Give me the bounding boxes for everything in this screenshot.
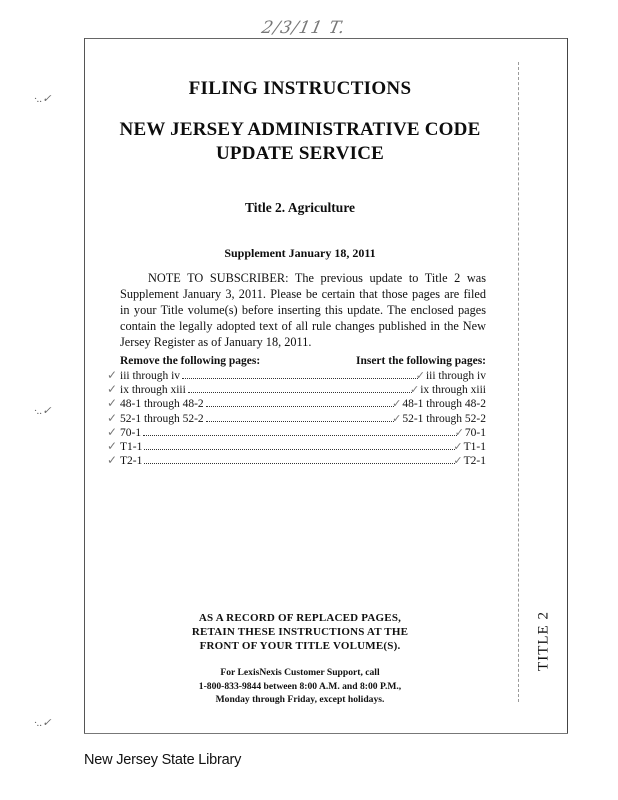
page-frame-left xyxy=(84,38,85,733)
check-mark-icon: ✓ xyxy=(107,368,118,382)
margin-mark: ·..✓ xyxy=(34,717,52,729)
dot-leader xyxy=(206,397,394,407)
library-stamp: New Jersey State Library xyxy=(84,752,242,768)
insert-page-range: T1-1 xyxy=(463,441,486,454)
insert-page-range: iii through iv xyxy=(425,370,486,382)
customer-support-info xyxy=(150,666,450,707)
remove-page-range: T1-1 xyxy=(120,441,143,454)
dot-leader xyxy=(188,383,412,393)
check-mark-icon: ✓ xyxy=(107,382,118,397)
tab-divider-rule xyxy=(518,62,519,702)
remove-page-range: iii through iv xyxy=(120,370,181,382)
title-tab xyxy=(524,606,564,676)
document-title: FILING INSTRUCTIONS xyxy=(188,78,412,99)
table-row xyxy=(107,396,486,411)
check-mark-icon: ✓ xyxy=(454,426,464,439)
remove-page-range: ix through xiii xyxy=(120,384,186,397)
remove-page-range: T2-1 xyxy=(120,455,143,468)
record-line: AS A RECORD OF REPLACED PAGES, xyxy=(198,612,402,624)
dot-leader xyxy=(144,440,455,450)
check-mark-icon: ✓ xyxy=(415,370,425,382)
table-row xyxy=(107,368,486,383)
insert-page-range: T2-1 xyxy=(463,455,486,468)
check-mark-icon: ✓ xyxy=(107,396,118,411)
check-mark-icon: ✓ xyxy=(107,424,118,439)
remove-pages-header: Remove the following pages: xyxy=(120,355,261,367)
support-line: Monday through Friday, except holidays. xyxy=(215,694,385,705)
code-heading-line: UPDATE SERVICE xyxy=(215,143,385,164)
table-row xyxy=(107,382,486,397)
record-line: RETAIN THESE INSTRUCTIONS AT THE xyxy=(191,626,409,638)
handwritten-date-annotation: 2/3/11 T. xyxy=(259,18,348,38)
title-heading: Title 2. Agriculture xyxy=(244,200,356,215)
table-row xyxy=(107,410,486,426)
margin-mark: ·..✓ xyxy=(34,405,52,417)
check-mark-icon: ✓ xyxy=(107,453,118,468)
record-instructions xyxy=(150,611,450,653)
insert-page-range: ix through xiii xyxy=(420,384,486,397)
check-mark-icon: ✓ xyxy=(107,410,118,425)
record-line: FRONT OF YOUR TITLE VOLUME(S). xyxy=(199,640,401,652)
page-frame-bottom xyxy=(84,733,568,734)
remove-page-range: 48-1 through 48-2 xyxy=(120,398,204,411)
pages-table xyxy=(107,368,486,468)
insert-page-range: 48-1 through 48-2 xyxy=(402,398,486,411)
support-line: For LexisNexis Customer Support, call xyxy=(220,667,380,678)
table-row xyxy=(107,453,486,468)
dot-leader xyxy=(206,412,394,422)
page-frame-right xyxy=(567,38,568,733)
pages-table-header xyxy=(120,355,486,367)
table-row xyxy=(107,424,486,440)
check-mark-icon: ✓ xyxy=(392,412,402,425)
support-phone-line: 1-800-833-9844 between 8:00 A.M. and 8:00 P.M., xyxy=(198,680,402,692)
code-heading xyxy=(90,118,510,166)
insert-pages-header: Insert the following pages: xyxy=(355,355,486,367)
remove-page-range: 52-1 through 52-2 xyxy=(120,412,204,425)
check-mark-icon: ✓ xyxy=(409,384,420,397)
code-heading-line: NEW JERSEY ADMINISTRATIVE CODE xyxy=(119,119,481,140)
page-frame-top xyxy=(84,38,568,39)
dot-leader xyxy=(144,454,455,464)
insert-page-range: 52-1 through 52-2 xyxy=(402,412,486,425)
table-row xyxy=(107,439,486,454)
check-mark-icon: ✓ xyxy=(453,455,463,468)
supplement-heading: Supplement January 18, 2011 xyxy=(224,246,376,260)
subscriber-note: NOTE TO SUBSCRIBER: The previous update to Title 2 was Supplement January 3, 2011. Please be certain that those pages are filed in your Title volume(s) before inserting this update. The enclosed pages contain the legally adopted text of all rule changes published in the New Jersey Register as of January 18, 2011. xyxy=(120,271,486,349)
title-tab-label: TITLE 2 xyxy=(535,611,552,671)
remove-page-range: 70-1 xyxy=(120,426,142,439)
check-mark-icon: ✓ xyxy=(392,398,402,411)
check-mark-icon: ✓ xyxy=(107,439,118,454)
margin-mark: ·..✓ xyxy=(34,93,52,105)
insert-page-range: 70-1 xyxy=(464,426,486,439)
check-mark-icon: ✓ xyxy=(453,441,463,454)
dot-leader xyxy=(143,426,457,436)
dot-leader xyxy=(182,369,418,379)
